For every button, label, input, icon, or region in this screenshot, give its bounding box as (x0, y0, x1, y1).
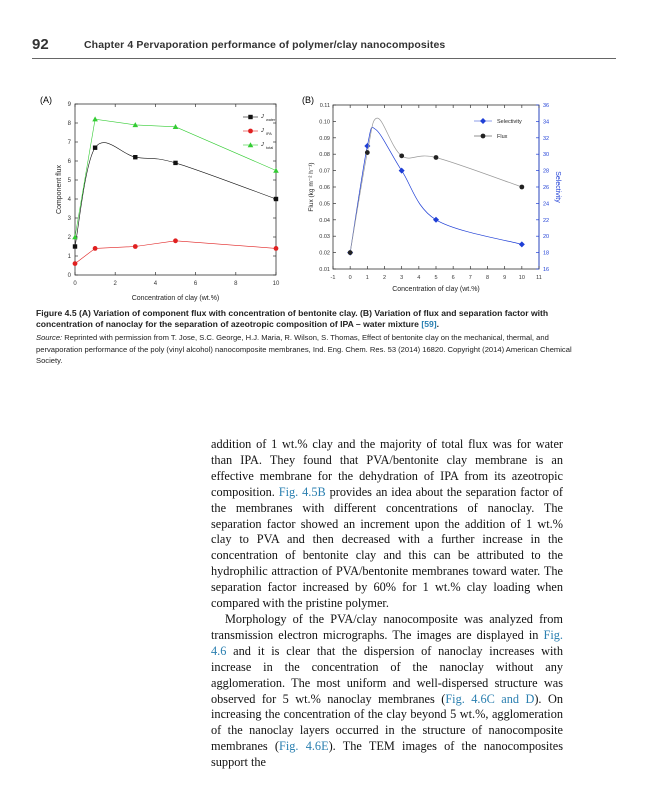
y-tick-label: 4 (67, 197, 71, 203)
source-label: Source: (36, 333, 63, 343)
caption-text: (A) Variation of component flux with concentration of bentonite clay. (B) Variation of flux and separation factor with concentration of nanoclay for the separation of azeotropic composition of IPA – water mixture (36, 308, 549, 330)
legend-label-selectivity: Selectivity (497, 119, 522, 125)
y-tick-label: 0.07 (319, 168, 330, 175)
data-point-water (73, 244, 77, 248)
data-point-IPA (274, 246, 279, 251)
y-tick-label: 9 (67, 102, 71, 108)
x-tick-label: 0 (73, 281, 77, 287)
y-tick-label: 0.09 (319, 135, 330, 142)
chart-b (308, 103, 561, 293)
chart-a (56, 102, 280, 302)
y-tick-label: 0.08 (319, 152, 330, 159)
data-point-selectivity (519, 241, 525, 247)
x-tick-label: 2 (382, 275, 387, 281)
plot-frame (75, 104, 276, 275)
y-tick-label: 7 (67, 140, 71, 146)
data-point-selectivity (364, 143, 370, 149)
legend-sub-total: total (266, 146, 274, 150)
data-point-flux (434, 155, 439, 160)
paragraph-1 (211, 437, 563, 612)
legend-sub-water: water (266, 118, 276, 122)
data-point-flux (348, 250, 353, 255)
legend-label-water: J (261, 114, 264, 120)
data-point-IPA (93, 246, 98, 251)
x-tick-label: 8 (234, 281, 238, 287)
x-tick-label: 11 (536, 275, 542, 281)
y2-tick-label: 22 (543, 217, 550, 224)
series-line-total (75, 119, 276, 237)
figure-4-5 (0, 0, 648, 305)
y-axis-label: Component flux (56, 164, 63, 215)
x-tick-label: -1 (330, 275, 336, 281)
p1-text-a: addition of 1 wt.% clay and the majority of total flux was for water than IPA. They found that PVA/bentonite clay membrane is an effective membrane for the dehydration of IPA from its azeotropic composition. (211, 437, 563, 499)
x-tick-label: 2 (113, 281, 117, 287)
y2-tick-label: 24 (543, 201, 550, 208)
y-tick-label: 3 (67, 216, 71, 222)
x-tick-label: 9 (503, 275, 507, 281)
data-point-total (273, 168, 279, 173)
y-tick-label: 0.06 (319, 185, 330, 191)
link-fig-4-6[interactable]: Fig. 4.6 (211, 627, 563, 658)
y-tick-label: 1 (67, 254, 71, 260)
y2-tick-label: 32 (543, 135, 550, 142)
p2-text-d: ). The TEM images of the nanocomposites support the (211, 739, 563, 770)
series-line-water (75, 143, 276, 247)
y-tick-label: 6 (67, 159, 71, 165)
link-fig-4-6c-d[interactable]: Fig. 4.6C and D (445, 691, 535, 706)
series-line-IPA (75, 241, 276, 264)
data-point-flux (519, 185, 524, 190)
data-point-water (93, 146, 97, 150)
series-line-selectivity (350, 127, 522, 252)
x-axis-label: Concentration of clay (wt.%) (392, 286, 480, 293)
y-tick-label: 0.02 (319, 250, 330, 257)
plot-frame (333, 105, 539, 269)
y2-tick-label: 18 (543, 250, 550, 257)
y2-tick-label: 34 (543, 119, 550, 126)
y2-tick-label: 28 (543, 168, 550, 175)
legend-label-IPA: J (261, 128, 264, 134)
legend-marker-water (248, 115, 252, 119)
y2-tick-label: 30 (543, 152, 550, 159)
x-tick-label: 5 (434, 275, 438, 281)
page-number: 92 (32, 36, 49, 53)
legend-label-flux: Flux (497, 134, 508, 140)
x-tick-label: 4 (417, 275, 421, 281)
y2-tick-label: 20 (543, 234, 550, 241)
link-fig-4-5b[interactable]: Fig. 4.5B (278, 484, 326, 499)
paragraph-2 (211, 612, 563, 771)
data-point-water (173, 161, 177, 165)
caption-label: Figure 4.5 (36, 308, 77, 318)
body-text (211, 437, 563, 771)
y2-axis-label: Selectivity (554, 171, 561, 203)
y2-tick-label: 26 (543, 185, 550, 191)
y-tick-label: 0.01 (319, 267, 330, 273)
data-point-flux (399, 153, 404, 158)
y-tick-label: 0.05 (319, 201, 330, 208)
x-tick-label: 6 (193, 281, 198, 287)
data-point-selectivity (433, 217, 439, 223)
data-point-flux (365, 150, 370, 155)
panel-a-label: (A) (40, 95, 52, 105)
p2-text-a: Morphology of the PVA/clay nanocomposite was analyzed from transmission electron micrographs. The images are displayed in (211, 611, 563, 642)
caption-source (36, 332, 581, 366)
legend-sub-IPA: IPA (266, 132, 272, 136)
p2-text-b: and it is clear that the dispersion of nanoclay increases with increase in the concentration of the nanoclay without any agglomeration. The most uniform and well-dispersed structure was observed for 5 wt.% nanoclay membranes ( (211, 643, 563, 706)
legend-marker-IPA (248, 129, 253, 134)
x-tick-label: 1 (365, 275, 369, 281)
link-fig-4-6e[interactable]: Fig. 4.6E (279, 739, 329, 754)
y-tick-label: 0.03 (319, 234, 330, 241)
x-tick-label: 10 (272, 281, 280, 287)
y2-tick-label: 36 (543, 103, 550, 109)
data-point-water (133, 155, 137, 159)
data-point-IPA (133, 244, 138, 249)
x-tick-label: 10 (518, 275, 525, 281)
y-tick-label: 5 (67, 178, 71, 184)
x-tick-label: 7 (468, 275, 472, 281)
y-tick-label: 0 (67, 273, 71, 279)
legend-label-total: J (261, 142, 264, 148)
x-tick-label: 0 (348, 275, 352, 281)
y-axis-label: Flux (kg m⁻² h⁻¹) (308, 162, 315, 212)
figure-caption (36, 308, 581, 366)
data-point-water (274, 197, 278, 201)
y-tick-label: 2 (67, 235, 71, 241)
data-point-selectivity (399, 168, 405, 174)
x-tick-label: 8 (485, 275, 490, 281)
x-tick-label: 4 (153, 281, 158, 287)
x-axis-label: Concentration of clay (wt.%) (131, 295, 220, 302)
x-tick-label: 3 (400, 275, 404, 281)
p1-text-b: provides an idea about the separation factor of the membranes with different concentrations of nanoclay. The separation factor showed an increment upon the addition of 1 wt.% clay to PVA and then decreased with a further increase in the concentration of bentonite clay and this can be attributed to the hydrophilic attraction of PVA/bentonite membranes toward water. The separation factor increased by 60% for 1 wt.% clay loading when compared with the pristine polymer. (211, 484, 563, 611)
panel-b-label: (B) (302, 95, 314, 105)
data-point-IPA (173, 238, 178, 243)
legend-marker-flux (481, 134, 486, 139)
caption-end: . (436, 319, 440, 330)
y-tick-label: 0.11 (319, 103, 330, 109)
chapter-title: Chapter 4 Pervaporation performance of polymer/clay nanocomposites (84, 39, 446, 51)
data-point-IPA (73, 261, 78, 266)
y-tick-label: 8 (67, 121, 71, 127)
caption-ref-link[interactable]: [59] (421, 319, 437, 330)
y2-tick-label: 16 (543, 267, 550, 273)
y-tick-label: 0.10 (319, 119, 330, 126)
y-tick-label: 0.04 (319, 217, 330, 224)
p2-text-c: ). On increasing the concentration of the clay beyond 5 wt.%, agglomeration of the nanoclay layers occurred in the structure of nanocomposite membranes ( (211, 691, 563, 754)
source-text: Reprinted with permission from T. Jose, S.C. George, H.J. Maria, R. Wilson, S. Thomas, Effect of bentonite clay on the mechanical, thermal, and pervaporation performance of the poly (vinyl alcohol) nanocomposite membranes, Ind. Eng. Chem. Res. 53 (2014) 16820. Copyright (2014) American Chemical Society. (36, 333, 572, 365)
legend-marker-selectivity (480, 118, 486, 124)
x-tick-label: 6 (451, 275, 455, 281)
data-point-total (92, 116, 98, 121)
